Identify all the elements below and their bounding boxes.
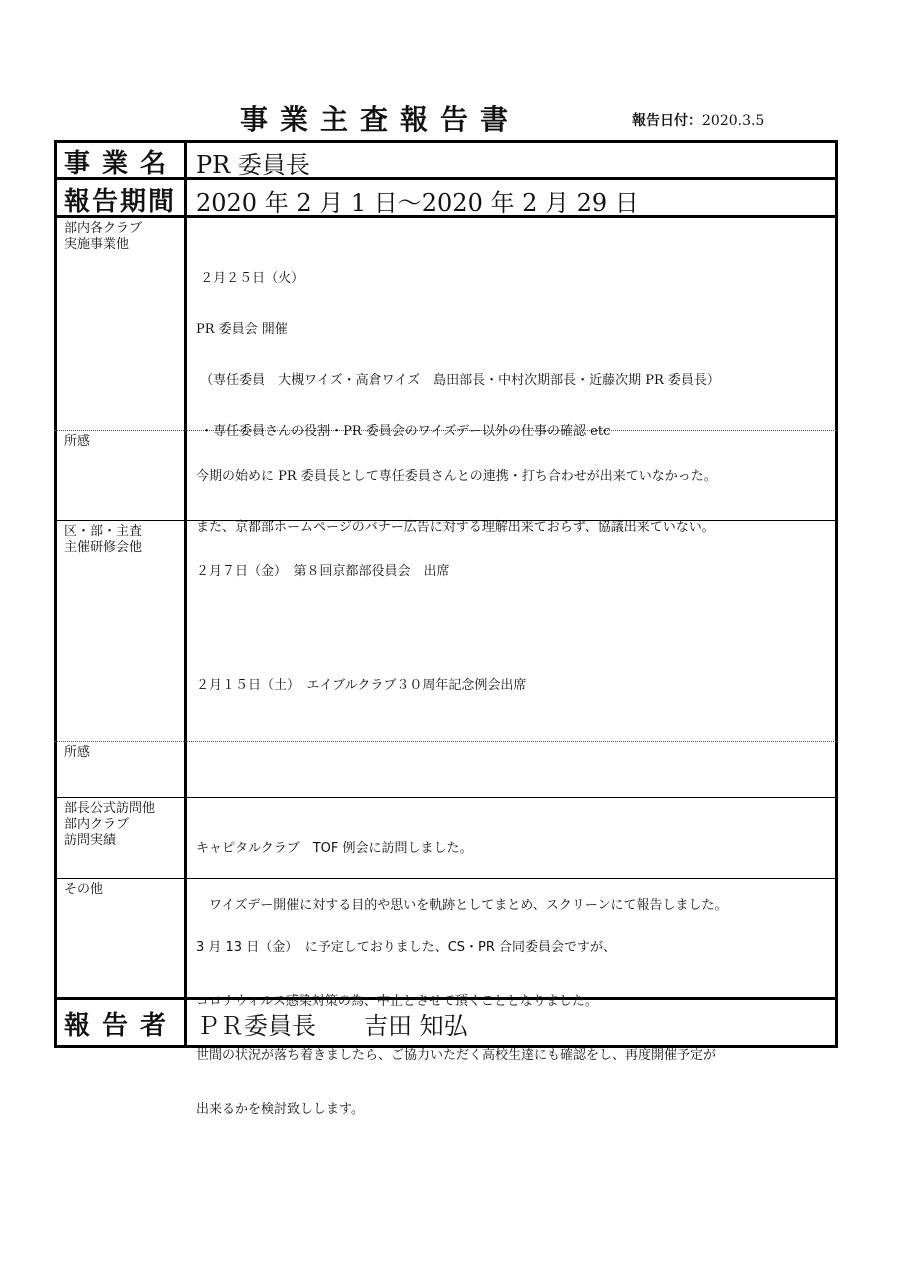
official-visits-label-line: 部内クラブ xyxy=(64,817,130,832)
club-activities-label xyxy=(64,221,142,253)
content-line: （専任委員 大槻ワイズ・高倉ワイズ 島田部長・中村次期部長・近藤次期 PR 委員長） xyxy=(196,373,720,388)
report-date-label: 報告日付： xyxy=(632,113,702,129)
reporter-value: ＰＲ委員長 吉田 知弘 xyxy=(196,1012,468,1040)
report-date xyxy=(632,110,764,130)
content-line: ・専任委員さんの役割・PR 委員会のワイズデー以外の仕事の確認 etc xyxy=(196,424,611,439)
content-line xyxy=(196,619,526,638)
impression2-label: 所感 xyxy=(64,745,91,760)
club-activities-label-line: 実施事業他 xyxy=(64,237,130,252)
reporter-label: 報告者 xyxy=(64,1011,179,1041)
content-line: 世間の状況が落ち着きましたら、ご協力いただく高校生達にも確認をし、再度開催予定が xyxy=(196,1048,717,1063)
club-activities-content xyxy=(196,236,720,457)
content-line: また、京都部ホームページのバナー広告に対する理解出来ておらず、協議出来ていない。 xyxy=(196,520,715,535)
content-line: コロナウィルス感染対策の為、中止とさせて頂くこととなりました。 xyxy=(196,994,598,1009)
official-visits-label xyxy=(64,801,155,849)
content-line: ２月７日（金） 第８回京都部役員会 出席 xyxy=(196,564,450,579)
page-title: 事業主査報告書 xyxy=(240,103,521,136)
official-visits-label-line: 訪問実績 xyxy=(64,833,117,848)
content-line: 3 月 13 日（金） に予定しておりました、CS・PR 合同委員会ですが、 xyxy=(196,940,617,955)
report-date-value: 2020.3.5 xyxy=(702,113,765,129)
official-visits-label-line: 部長公式訪問他 xyxy=(64,801,156,816)
content-line: ２月２５日（火） xyxy=(196,271,305,286)
content-line: キャピタルクラブ TOF 例会に訪問しました。 xyxy=(196,841,473,856)
content-line: 今期の始めに PR 委員長として専任委員さんとの連携・打ち合わせが出来ていなかった。 xyxy=(196,469,717,484)
content-line: 出来るかを検討致しします。 xyxy=(196,1102,364,1117)
content-line: PR 委員会 開催 xyxy=(196,322,288,337)
report-period-value: 2020 年 2 月 1 日～2020 年 2 月 29 日 xyxy=(196,189,639,217)
district-events-label-line: 区・部・主査 xyxy=(64,524,143,539)
business-name-label: 事業名 xyxy=(64,149,179,179)
district-events-label-line: 主催研修会他 xyxy=(64,540,143,555)
column-divider xyxy=(184,140,187,1048)
district-events-label xyxy=(64,524,142,556)
business-name-value: PR 委員長 xyxy=(196,151,310,179)
district-events-content xyxy=(196,524,526,714)
row-divider-dotted xyxy=(54,741,838,742)
content-line: ２月１５日（土） エイブルクラブ３０周年記念例会出席 xyxy=(196,678,527,693)
report-period-label: 報告期間 xyxy=(64,187,177,217)
impression1-label: 所感 xyxy=(64,434,91,449)
content-line: ワイズデー開催に対する目的や思いを軌跡としてまとめ、スクリーンにて報告しました。 xyxy=(196,898,728,913)
other-label: その他 xyxy=(64,882,104,897)
club-activities-label-line: 部内各クラブ xyxy=(64,221,143,236)
row-divider xyxy=(54,797,838,798)
